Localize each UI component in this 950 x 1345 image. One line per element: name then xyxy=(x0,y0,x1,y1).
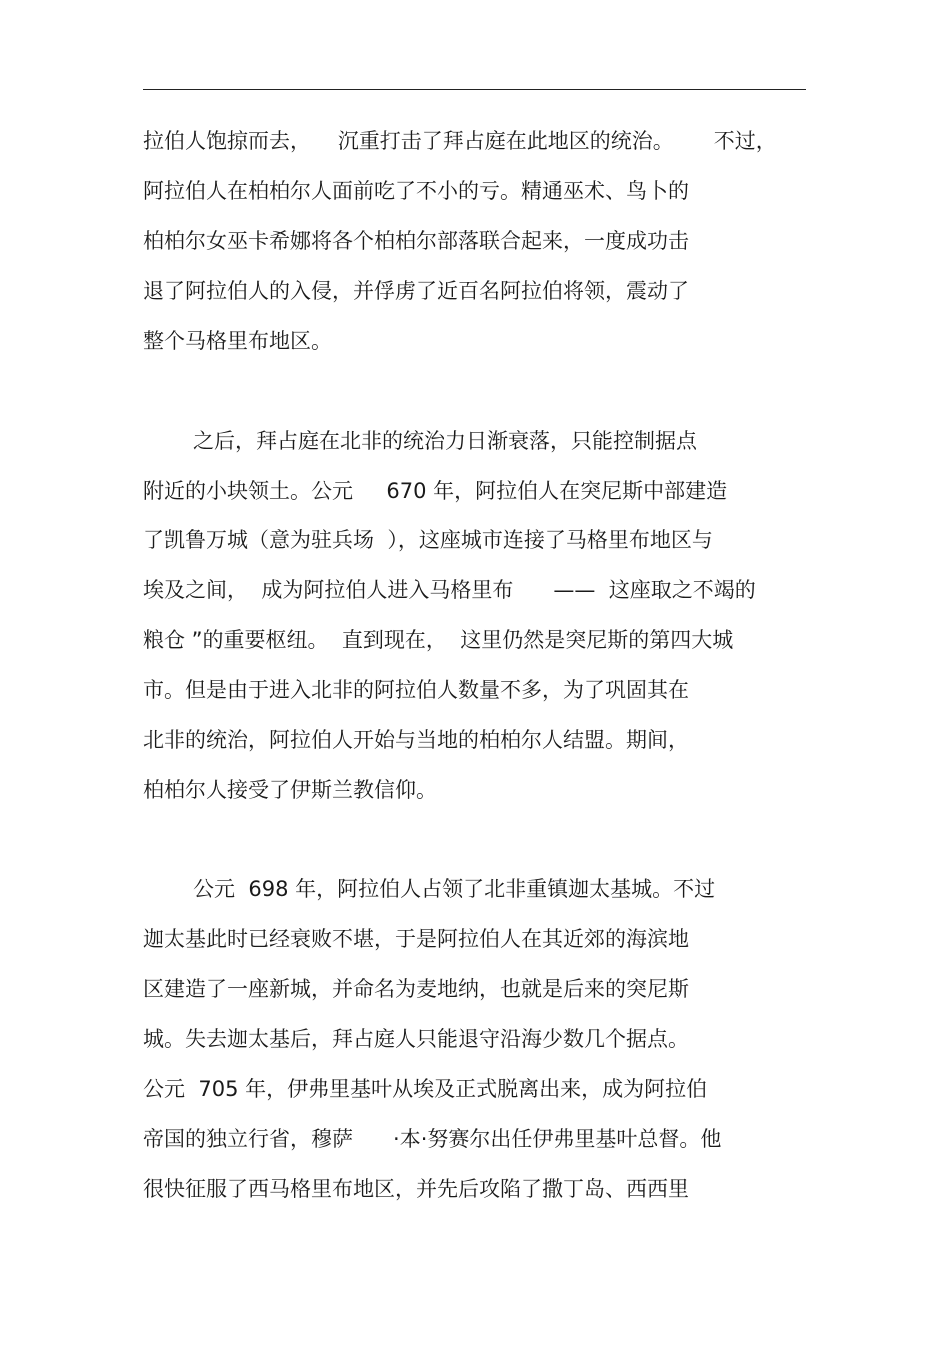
text-line: 很快征服了西马格里布地区，并先后攻陷了撒丁岛、西西里 xyxy=(143,1177,689,1201)
text-line: 柏柏尔女巫卡希娜将各个柏柏尔部落联合起来，一度成功击 xyxy=(143,229,689,253)
text-line: 埃及之间， 成为阿拉伯人进入马格里布 —— 这座取之不竭的 xyxy=(143,578,756,602)
text-line: 了凯鲁万城（意为驻兵场 ），这座城市连接了马格里布地区与 xyxy=(143,528,713,552)
text-line: 粮仓 ”的重要枢纽。 直到现在， 这里仍然是突尼斯的第四大城 xyxy=(143,628,734,652)
text-line: 之后，拜占庭在北非的统治力日渐衰落，只能控制据点 xyxy=(193,429,697,453)
text-line: 拉伯人饱掠而去， 沉重打击了拜占庭在此地区的统治。 不过， xyxy=(143,129,777,153)
text-line: 帝国的独立行省，穆萨 ·本·努赛尔出任伊弗里基叶总督。他 xyxy=(143,1127,722,1151)
text-line: 区建造了一座新城，并命名为麦地纳，也就是后来的突尼斯 xyxy=(143,977,689,1001)
text-line: 迦太基此时已经衰败不堪，于是阿拉伯人在其近郊的海滨地 xyxy=(143,927,689,951)
text-line: 公元 698 年，阿拉伯人占领了北非重镇迦太基城。不过 xyxy=(193,877,716,901)
header-rule xyxy=(143,89,806,90)
text-line: 公元 705 年，伊弗里基叶从埃及正式脱离出来，成为阿拉伯 xyxy=(143,1077,708,1101)
text-line: 附近的小块领土。公元 670 年，阿拉伯人在突尼斯中部建造 xyxy=(143,479,728,503)
text-line: 北非的统治，阿拉伯人开始与当地的柏柏尔人结盟。期间， xyxy=(143,728,689,752)
text-line: 退了阿拉伯人的入侵，并俘虏了近百名阿拉伯将领，震动了 xyxy=(143,279,689,303)
text-line: 阿拉伯人在柏柏尔人面前吃了不小的亏。精通巫术、鸟卜的 xyxy=(143,179,689,203)
text-line: 整个马格里布地区。 xyxy=(143,329,332,353)
text-line: 市。但是由于进入北非的阿拉伯人数量不多，为了巩固其在 xyxy=(143,678,689,702)
text-line: 城。失去迦太基后，拜占庭人只能退守沿海少数几个据点。 xyxy=(143,1027,689,1051)
text-line: 柏柏尔人接受了伊斯兰教信仰。 xyxy=(143,778,437,802)
